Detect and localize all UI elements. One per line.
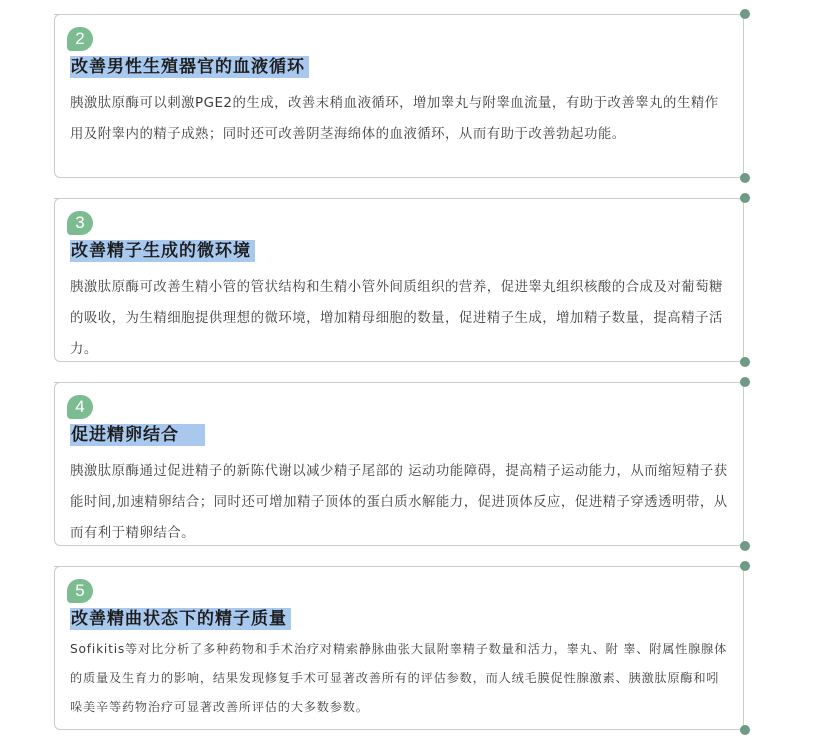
section-title: 改善男性生殖器官的血液循环 bbox=[70, 56, 309, 78]
connector-dot bbox=[740, 377, 750, 387]
section-number-badge: 5 bbox=[67, 579, 93, 603]
connector-dot bbox=[740, 9, 750, 19]
connector-dot bbox=[740, 541, 750, 551]
section-body: 胰激肽原酶可以刺激PGE2的生成，改善末稍血液循环，增加睾丸与附睾血流量，有助于改善睾丸的生精作用及附睾内的精子成熟；同时还可改善阴茎海绵体的血液循环，从而有助于改善勃起功能。 bbox=[70, 96, 719, 142]
section-title: 促进精卵结合 bbox=[70, 424, 205, 446]
section-body: 胰激肽原酶通过促进精子的新陈代谢以减少精子尾部的 运动功能障碍，提高精子运动能力，从而缩短精子获能时间,加速精卵结合；同时还可增加精子顶体的蛋白质水解能力，促进顶体反应，促进精子穿透透明带，从而有利于精卵结合。 bbox=[70, 464, 728, 541]
section-card-5 bbox=[54, 566, 744, 730]
connector-dot bbox=[740, 725, 750, 735]
section-body: Sofikitis等对比分析了多种药物和手术治疗对精索静脉曲张大鼠附睾精子数量和活力，睾丸、附 睾、附属性腺腺体的质量及生育力的影响，结果发现修复手术可显著改善所有的评估参数，而人绒毛膜促性腺激素、胰激肽原酶和吲哚美辛等药物治疗可显著改善所评估的大多数参数。 bbox=[70, 642, 728, 714]
section-card-2 bbox=[54, 14, 744, 178]
connector-dot bbox=[740, 357, 750, 367]
section-title: 改善精曲状态下的精子质量 bbox=[70, 608, 291, 630]
section-number-badge: 2 bbox=[67, 27, 93, 51]
section-title: 改善精子生成的微环境 bbox=[70, 240, 255, 262]
section-card-3 bbox=[54, 198, 744, 362]
connector-dot bbox=[740, 173, 750, 183]
connector-dot bbox=[740, 193, 750, 203]
section-card-4 bbox=[54, 382, 744, 546]
section-number-badge: 4 bbox=[67, 395, 93, 419]
connector-dot bbox=[740, 561, 750, 571]
section-body: 胰激肽原酶可改善生精小管的管状结构和生精小管外间质组织的营养，促进睾丸组织核酸的合成及对葡萄糖的吸收，为生精细胞提供理想的微环境，增加精母细胞的数量，促进精子生成，增加精子数量，提高精子活力。 bbox=[70, 280, 723, 357]
section-number-badge: 3 bbox=[67, 211, 93, 235]
